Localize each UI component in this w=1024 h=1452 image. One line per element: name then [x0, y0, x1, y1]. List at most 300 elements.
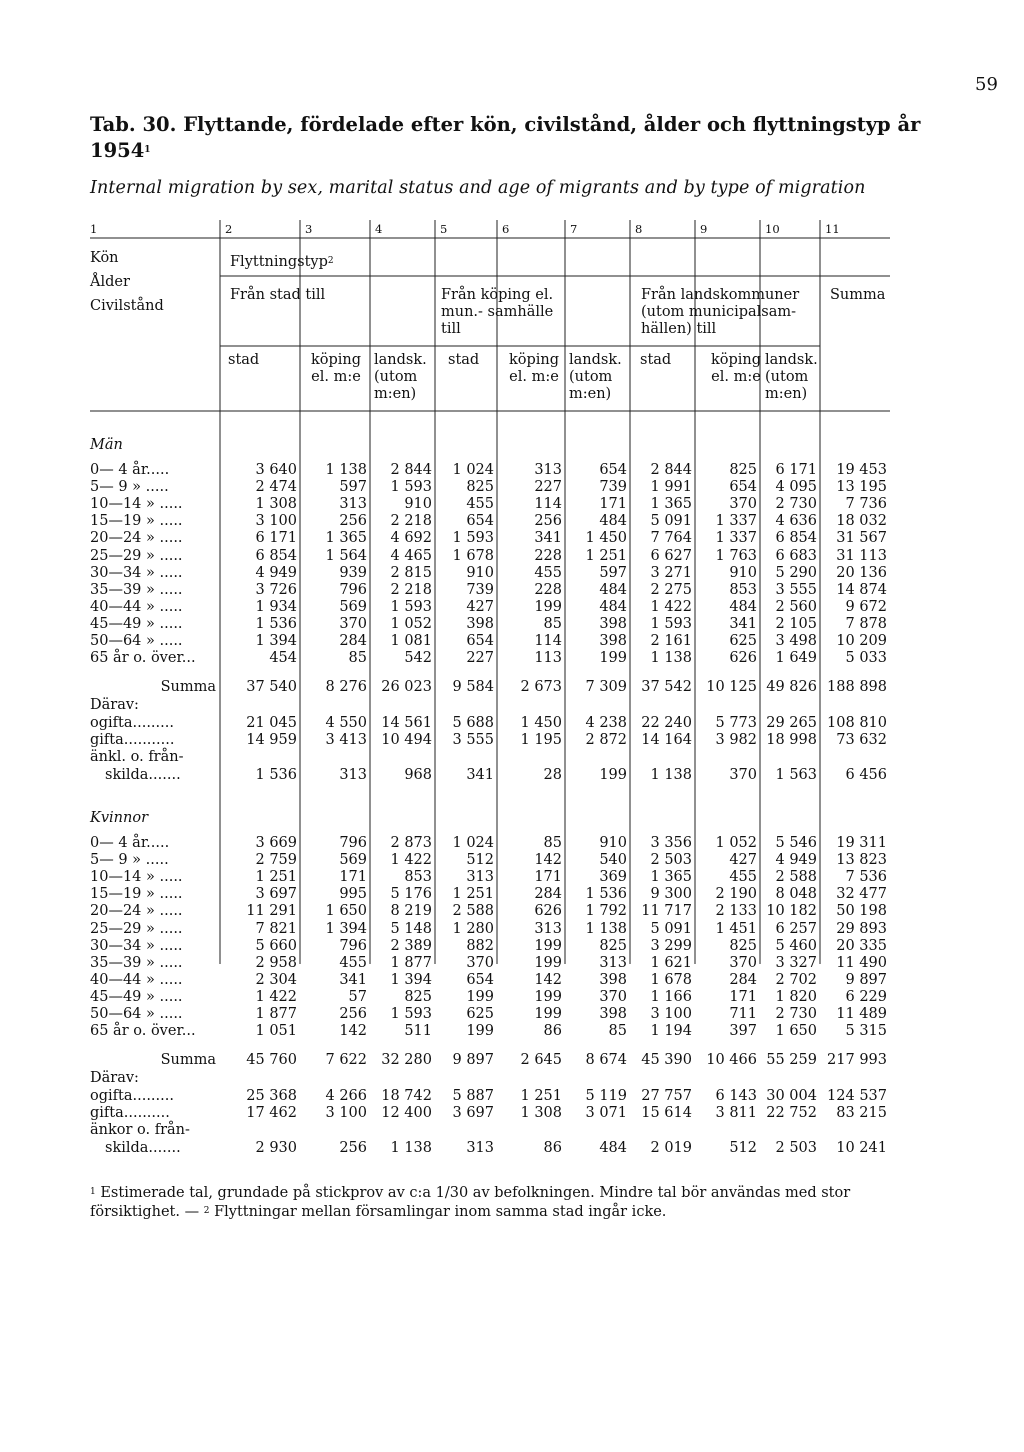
table-cell: 171	[599, 496, 627, 513]
table-cell: 3 299	[650, 937, 692, 954]
table-cell: 2 645	[520, 1052, 562, 1069]
table-cell: 1 593	[390, 1006, 432, 1022]
table-cell: 1 450	[585, 530, 627, 547]
table-cell: 654	[599, 462, 627, 478]
table-cell: 825	[404, 988, 432, 1005]
table-cell: 910	[729, 564, 757, 581]
table-cell: 32 477	[836, 886, 887, 903]
row-label: 40—44 » .....	[90, 971, 183, 988]
table-cell: 1 678	[452, 547, 494, 564]
table-cell: 5 315	[845, 1023, 887, 1040]
table-cell: 910	[404, 496, 432, 513]
table-cell: 597	[599, 564, 627, 581]
table-cell: 73 632	[836, 732, 887, 749]
table-cell: 825	[729, 462, 757, 478]
table-cell: 654	[466, 971, 494, 988]
table-cell: 1 450	[520, 715, 562, 732]
page-number: 59	[975, 74, 998, 95]
table-cell: 37 542	[641, 679, 692, 696]
summa-label: Summa	[160, 679, 216, 696]
table-cell: 11 490	[836, 954, 887, 971]
table-cell: 13 195	[836, 479, 887, 496]
table-cell: 484	[599, 1139, 627, 1156]
table-cell: 796	[339, 937, 367, 954]
table-cell: 1 138	[585, 920, 627, 937]
table-cell: 313	[466, 1139, 494, 1156]
table-cell: 227	[466, 650, 494, 667]
table-cell: 6 257	[775, 920, 817, 937]
table-cell: 1 422	[255, 988, 297, 1005]
table-cell: 454	[269, 650, 297, 667]
table-cell: 939	[339, 564, 367, 581]
table-cell: 2 730	[775, 496, 817, 513]
table-cell: 19 311	[836, 835, 887, 851]
table-cell: 199	[466, 1023, 494, 1040]
table-cell: 484	[599, 513, 627, 530]
row-label: 15—19 » .....	[90, 513, 183, 530]
table-cell: 968	[404, 766, 432, 783]
table-cell: 1 536	[255, 615, 297, 632]
table-cell: 484	[729, 598, 757, 615]
table-cell: 6 171	[775, 462, 817, 478]
table-cell: 3 697	[452, 1105, 494, 1122]
table-cell: 2 873	[390, 835, 432, 851]
column-number: 10	[765, 222, 780, 236]
table-cell: 6 854	[255, 547, 297, 564]
row-label: änkor o. från-	[90, 1122, 190, 1139]
table-cell: 4 636	[775, 513, 817, 530]
table-subtitle: Internal migration by sex, marital status and age of migrants and by type of migration	[90, 178, 866, 198]
table-cell: 18 998	[766, 732, 817, 749]
table-cell: 2 702	[775, 971, 817, 988]
table-cell: 57	[348, 988, 367, 1005]
table-cell: 1 877	[390, 954, 432, 971]
table-cell: 3 982	[715, 732, 757, 749]
table-cell: 199	[534, 1006, 562, 1022]
table-cell: 3 327	[775, 954, 817, 971]
table-cell: 1 593	[390, 598, 432, 615]
table-cell: 14 561	[381, 715, 432, 732]
table-cell: 14 164	[641, 732, 692, 749]
row-label: 50—64 » .....	[90, 1006, 183, 1022]
table-cell: 1 024	[452, 835, 494, 851]
table-cell: 18 032	[836, 513, 887, 530]
row-label: 20—24 » .....	[90, 530, 183, 547]
table-cell: 3 811	[715, 1105, 757, 1122]
footnote-1: $^1$ Estimerade tal, grundade på stickprov av c:a 1/30 av befolkningen. Mindre tal bör användas med stor försiktighet. — $^2$ Flyttningar mellan församlingar inom samma stad ingår icke.	[90, 1185, 851, 1220]
table-cell: 5 033	[845, 650, 887, 667]
table-cell: 825	[729, 937, 757, 954]
table-cell: 2 389	[390, 937, 432, 954]
table-cell: 7 764	[650, 530, 692, 547]
darav-label: Därav:	[90, 697, 139, 714]
table-cell: 14 959	[246, 732, 297, 749]
table-cell: 7 536	[845, 869, 887, 886]
table-cell: 3 697	[255, 886, 297, 903]
table-cell: 171	[339, 869, 367, 886]
table-cell: 227	[534, 479, 562, 496]
table-cell: 654	[466, 633, 494, 649]
table-cell: 398	[599, 633, 627, 649]
table-cell: 5 460	[775, 937, 817, 954]
table-cell: 512	[729, 1139, 757, 1156]
table-cell: 597	[339, 479, 367, 496]
table-cell: 85	[543, 615, 562, 632]
table-cell: 188 898	[827, 679, 887, 696]
table-cell: 15 614	[641, 1105, 692, 1122]
table-cell: 5 091	[650, 920, 692, 937]
table-cell: 853	[729, 581, 757, 598]
table-cell: 1 564	[325, 547, 367, 564]
row-label: 25—29 » .....	[90, 547, 183, 564]
table-cell: 569	[339, 598, 367, 615]
table-cell: 1 166	[650, 988, 692, 1005]
table-cell: 6 171	[255, 530, 297, 547]
table-cell: 10 466	[706, 1052, 757, 1069]
table-cell: 398	[599, 1006, 627, 1022]
table-cell: 2 844	[390, 462, 432, 478]
table-cell: 9 897	[845, 971, 887, 988]
row-label: 15—19 » .....	[90, 886, 183, 903]
table-cell: 739	[599, 479, 627, 496]
table-cell: 625	[729, 633, 757, 649]
table-cell: 4 550	[325, 715, 367, 732]
table-cell: 21 045	[246, 715, 297, 732]
table-cell: 654	[729, 479, 757, 496]
table-cell: 5 148	[390, 920, 432, 937]
table-cell: 9 897	[452, 1052, 494, 1069]
table-cell: 370	[729, 766, 757, 783]
table-cell: 1 365	[650, 869, 692, 886]
table-cell: 2 588	[775, 869, 817, 886]
table-cell: 8 674	[585, 1052, 627, 1069]
table-cell: 45 760	[246, 1052, 297, 1069]
table-cell: 4 266	[325, 1088, 367, 1105]
table-cell: 1 394	[255, 633, 297, 649]
table-cell: 1 820	[775, 988, 817, 1005]
table-cell: 6 683	[775, 547, 817, 564]
table-cell: 217 993	[827, 1052, 887, 1069]
table-cell: 398	[599, 615, 627, 632]
table-cell: 199	[466, 988, 494, 1005]
table-cell: 9 300	[650, 886, 692, 903]
table-cell: 1 337	[715, 513, 757, 530]
table-cell: 14 874	[836, 581, 887, 598]
table-cell: 8 276	[325, 679, 367, 696]
table-cell: 2 588	[452, 903, 494, 920]
row-label: 10—14 » .....	[90, 496, 183, 513]
table-cell: 28	[543, 766, 562, 783]
table-cell: 3 100	[325, 1105, 367, 1122]
table-cell: 55 259	[766, 1052, 817, 1069]
table-cell: 284	[339, 633, 367, 649]
stub-header-line: Ålder	[90, 274, 130, 290]
column-number: 1	[90, 222, 98, 236]
summa-label: Summa	[160, 1052, 216, 1069]
table-cell: 124 537	[827, 1088, 887, 1105]
table-cell: 1 593	[650, 615, 692, 632]
row-label: 40—44 » .....	[90, 598, 183, 615]
row-label: 25—29 » .....	[90, 920, 183, 937]
row-label: skilda.......	[105, 766, 181, 783]
table-cell: 1 792	[585, 903, 627, 920]
table-cell: 11 489	[836, 1006, 887, 1022]
table-cell: 228	[534, 547, 562, 564]
table-cell: 171	[729, 988, 757, 1005]
table-cell: 1 195	[520, 732, 562, 749]
sub-header: landsk. (utom m:en)	[569, 352, 622, 402]
table-cell: 796	[339, 835, 367, 851]
table-cell: 5 546	[775, 835, 817, 851]
table-cell: 1 024	[452, 462, 494, 478]
table-cell: 10 125	[706, 679, 757, 696]
table-cell: 32 280	[381, 1052, 432, 1069]
table-cell: 739	[466, 581, 494, 598]
table-cell: 910	[466, 564, 494, 581]
table-cell: 1 251	[520, 1088, 562, 1105]
table-cell: 882	[466, 937, 494, 954]
table-cell: 825	[599, 937, 627, 954]
table-cell: 50 198	[836, 903, 887, 920]
table-cell: 341	[534, 530, 562, 547]
table-cell: 5 688	[452, 715, 494, 732]
table-cell: 5 887	[452, 1088, 494, 1105]
table-cell: 3 356	[650, 835, 692, 851]
table-cell: 171	[534, 869, 562, 886]
table-cell: 2 759	[255, 852, 297, 869]
table-cell: 256	[534, 513, 562, 530]
table-cell: 8 219	[390, 903, 432, 920]
table-cell: 20 136	[836, 564, 887, 581]
table-cell: 1 536	[255, 766, 297, 783]
table-cell: 910	[599, 835, 627, 851]
table-cell: 3 071	[585, 1105, 627, 1122]
table-cell: 654	[466, 513, 494, 530]
row-label: gifta..........	[90, 1105, 170, 1122]
table-cell: 2 474	[255, 479, 297, 496]
table-cell: 256	[339, 1139, 367, 1156]
table-cell: 4 949	[255, 564, 297, 581]
table-cell: 455	[466, 496, 494, 513]
table-cell: 12 400	[381, 1105, 432, 1122]
section-title: Män	[90, 437, 123, 453]
table-cell: 10 182	[766, 903, 817, 920]
row-label: ogifta.........	[90, 715, 174, 732]
row-label: 5— 9 » .....	[90, 852, 169, 869]
table-cell: 341	[466, 766, 494, 783]
footnote-2-marker: 2	[203, 1206, 210, 1216]
table-cell: 2 218	[390, 581, 432, 598]
column-number: 3	[305, 222, 313, 236]
table-cell: 1 308	[520, 1105, 562, 1122]
table-cell: 370	[466, 954, 494, 971]
table-cell: 398	[599, 971, 627, 988]
table-cell: 1 563	[775, 766, 817, 783]
table-cell: 1 138	[390, 1139, 432, 1156]
table-cell: 1 138	[650, 766, 692, 783]
table-cell: 3 100	[255, 513, 297, 530]
table-cell: 2 673	[520, 679, 562, 696]
table-cell: 256	[339, 513, 367, 530]
row-label: gifta...........	[90, 732, 175, 749]
table-cell: 1 394	[325, 920, 367, 937]
table-cell: 2 190	[715, 886, 757, 903]
table-cell: 199	[534, 954, 562, 971]
table-cell: 1 678	[650, 971, 692, 988]
row-label: 65 år o. över...	[90, 650, 196, 667]
table-cell: 2 133	[715, 903, 757, 920]
table-cell: 569	[339, 852, 367, 869]
table-cell: 1 251	[255, 869, 297, 886]
table-cell: 86	[543, 1139, 562, 1156]
table-cell: 2 275	[650, 581, 692, 598]
table-cell: 7 736	[845, 496, 887, 513]
table-cell: 512	[466, 852, 494, 869]
table-cell: 13 823	[836, 852, 887, 869]
table-cell: 9 672	[845, 598, 887, 615]
column-number: 8	[635, 222, 643, 236]
migration-table	[90, 212, 890, 1156]
table-cell: 2 304	[255, 971, 297, 988]
table-cell: 1 422	[390, 852, 432, 869]
table-title-text: Tab. 30. Flyttande, fördelade efter kön, civilstånd, ålder och flyttningstyp år 1954	[90, 113, 921, 162]
table-cell: 10 494	[381, 732, 432, 749]
table-cell: 9 584	[452, 679, 494, 696]
table-cell: 29 265	[766, 715, 817, 732]
table-cell: 5 290	[775, 564, 817, 581]
table-cell: 427	[729, 852, 757, 869]
table-cell: 2 105	[775, 615, 817, 632]
table-cell: 370	[729, 954, 757, 971]
table-cell: 796	[339, 581, 367, 598]
table-cell: 1 194	[650, 1023, 692, 1040]
table-cell: 3 100	[650, 1006, 692, 1022]
sub-header: stad	[448, 352, 480, 368]
table-cell: 85	[348, 650, 367, 667]
row-label: 45—49 » .....	[90, 988, 183, 1005]
table-cell: 2 844	[650, 462, 692, 478]
table-cell: 142	[339, 1023, 367, 1040]
table-cell: 313	[339, 766, 367, 783]
table-cell: 3 413	[325, 732, 367, 749]
table-cell: 4 949	[775, 852, 817, 869]
table-cell: 1 052	[715, 835, 757, 851]
table-cell: 5 119	[585, 1088, 627, 1105]
table-cell: 3 271	[650, 564, 692, 581]
table-cell: 114	[534, 496, 562, 513]
table-cell: 5 176	[390, 886, 432, 903]
table-cell: 85	[543, 835, 562, 851]
column-number: 4	[375, 222, 383, 236]
sub-header: köping el. m:e	[710, 352, 762, 385]
sub-header: stad	[228, 352, 260, 368]
table-cell: 8 048	[775, 886, 817, 903]
table-title	[90, 112, 930, 164]
table-cell: 341	[729, 615, 757, 632]
table-cell: 1 621	[650, 954, 692, 971]
table-cell: 85	[608, 1023, 627, 1040]
group-header-from-rural: Från landskommuner (utom municipalsam- hällen) till	[641, 287, 800, 337]
column-number: 6	[502, 222, 510, 236]
table-cell: 284	[729, 971, 757, 988]
column-number: 7	[570, 222, 578, 236]
table-cell: 142	[534, 852, 562, 869]
table-cell: 1 877	[255, 1006, 297, 1022]
column-number: 5	[440, 222, 448, 236]
table-cell: 18 742	[381, 1088, 432, 1105]
table-cell: 1 451	[715, 920, 757, 937]
table-cell: 49 826	[766, 679, 817, 696]
row-label: skilda.......	[105, 1139, 181, 1156]
flyttningstyp-footnote-ref: 2	[327, 256, 334, 266]
table-cell: 2 019	[650, 1139, 692, 1156]
table-cell: 398	[466, 615, 494, 632]
table-cell: 22 752	[766, 1105, 817, 1122]
table-cell: 313	[599, 954, 627, 971]
table-cell: 1 308	[255, 496, 297, 513]
table-cell: 370	[599, 988, 627, 1005]
table-cell: 6 143	[715, 1088, 757, 1105]
table-cell: 37 540	[246, 679, 297, 696]
table-cell: 5 660	[255, 937, 297, 954]
table-cell: 313	[534, 920, 562, 937]
table-cell: 1 650	[775, 1023, 817, 1040]
table-cell: 2 560	[775, 598, 817, 615]
table-cell: 1 081	[390, 633, 432, 649]
sub-header: köping el. m:e	[508, 352, 560, 385]
sub-header: köping el. m:e	[310, 352, 362, 385]
row-label: 20—24 » .....	[90, 903, 183, 920]
table-cell: 455	[729, 869, 757, 886]
table-cell: 1 394	[390, 971, 432, 988]
table-cell: 1 280	[452, 920, 494, 937]
table-cell: 3 669	[255, 835, 297, 851]
row-label: 0— 4 år.....	[90, 462, 170, 478]
table-cell: 397	[729, 1023, 757, 1040]
table-cell: 1 763	[715, 547, 757, 564]
table-cell: 17 462	[246, 1105, 297, 1122]
table-cell: 1 650	[325, 903, 367, 920]
table-cell: 30 004	[766, 1088, 817, 1105]
table-cell: 19 453	[836, 462, 887, 478]
row-label: 30—34 » .....	[90, 564, 183, 581]
table-cell: 542	[404, 650, 432, 667]
table-cell: 26 023	[381, 679, 432, 696]
table-cell: 4 238	[585, 715, 627, 732]
table-cell: 626	[534, 903, 562, 920]
table-cell: 6 229	[845, 988, 887, 1005]
table-cell: 853	[404, 869, 432, 886]
table-cell: 83 215	[836, 1105, 887, 1122]
row-label: 45—49 » .....	[90, 615, 183, 632]
table-cell: 2 503	[650, 852, 692, 869]
table-cell: 995	[339, 886, 367, 903]
table-cell: 199	[534, 598, 562, 615]
row-label: 65 år o. över...	[90, 1023, 196, 1040]
table-cell: 199	[534, 988, 562, 1005]
table-cell: 45 390	[641, 1052, 692, 1069]
table-cell: 6 456	[845, 766, 887, 783]
table-cell: 313	[466, 869, 494, 886]
table-cell: 25 368	[246, 1088, 297, 1105]
table-cell: 1 337	[715, 530, 757, 547]
row-label: ogifta.........	[90, 1088, 174, 1105]
table-cell: 1 138	[650, 650, 692, 667]
table-cell: 5 773	[715, 715, 757, 732]
footnote-1-text: Estimerade tal, grundade på stickprov av c:a 1/30 av befolkningen. Mindre tal bör användas med stor försiktighet.	[90, 1185, 851, 1220]
table-cell: 11 291	[246, 903, 297, 920]
group-header-from-township: Från köping el. mun.- samhälle till	[441, 287, 554, 337]
